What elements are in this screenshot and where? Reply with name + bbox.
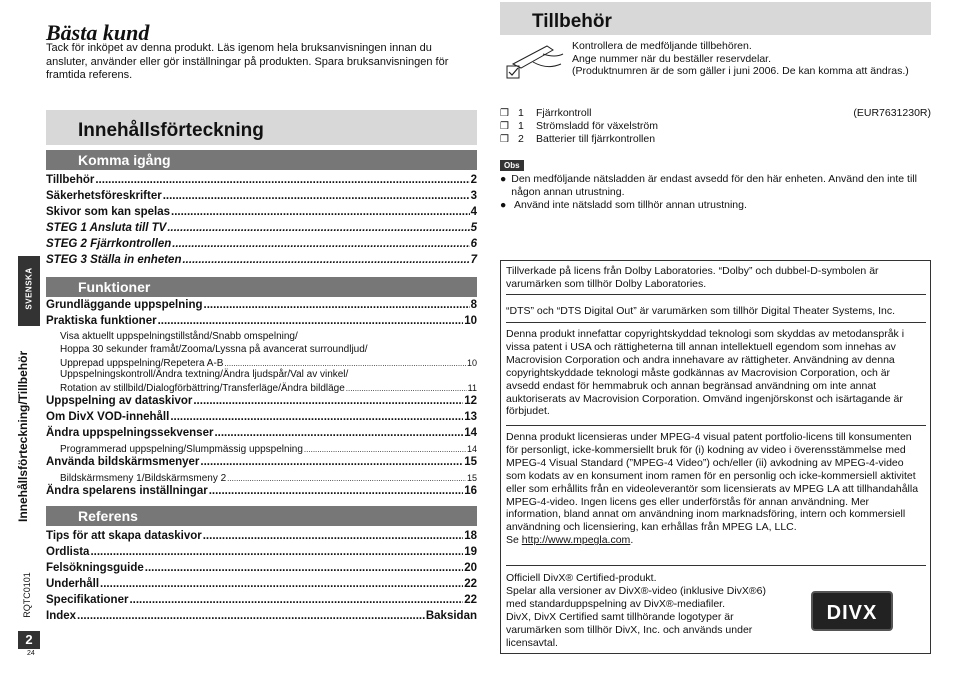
section-title: Funktioner	[78, 279, 151, 295]
toc-page-number: 6	[470, 238, 477, 250]
toc-entry	[46, 530, 477, 546]
toc-page-number: 7	[470, 254, 477, 266]
note-text: Använd inte nätsladd som tillhör annan utrustning.	[514, 199, 747, 211]
divx-logo-text: DIVX	[826, 602, 878, 624]
note-text: Den medföljande nätsladden är endast avsedd för den här enheten. Använd den inte till någon annan utrustning.	[511, 173, 917, 198]
toc-entry-label: Bildskärmsmeny 1/Bildskärmsmeny 2	[60, 472, 227, 484]
toc-page-number: 10	[464, 315, 477, 327]
toc-sub-entry	[46, 344, 477, 357]
toc-leader-dots	[90, 546, 463, 558]
notes-list	[500, 173, 930, 212]
checkbox-icon: ❒	[500, 108, 509, 119]
divx-line: DivX, DivX Certified samt tillhörande logotyper är	[506, 610, 734, 623]
toc-entry-label: STEG 3 Ställa in enheten	[46, 254, 182, 266]
toc-page-number: 2	[470, 174, 477, 186]
language-tab	[18, 256, 40, 326]
accessories-title: Tillbehör	[532, 11, 612, 32]
bullet-icon: ●	[500, 199, 507, 211]
toc-leader-dots	[214, 427, 463, 439]
macrovision-notice: Denna produkt innefattar copyrightskyddad teknologi som skyddas av metodanspråk i vissa patent i USA och rättigheterna till annan intellektuell egendom som innehas av Macrovision Corporation och andra innehavare av rättigheter. Användning av denna copyrightskyddade teknologi måste godkännas av Macrovision Corporation, och är avsedd endast för hemmabruk och annan begränsad användning om inte annat auktoriserats av Macrovision Corporation. Omvänd ingenjörskonst och isärtagande är förbjudet.	[506, 328, 905, 418]
toc-entry-label: Visa aktuellt uppspelningstillstånd/Snabb omspelning/	[60, 331, 298, 342]
toc-entry	[46, 238, 477, 254]
mpeg4-text: Denna produkt licensieras under MPEG-4 visual patent portfolio-licens till konsumenten för personligt, icke-kommersiellt bruk för (i) kodning av video i överensstämmelse med MPEG-4 Visual Standard (”MPEG-4 Video”) och/eller (ii) avkodning av MPEG-4-video som kodats av en konsument inom ramen för en personlig och icke-kommersiell aktivitet eller som erhållits från en videoleverantör som licensierats av MPEG LA att tillhandahålla MPEG-4-video. Ingen licens ges eller underförstås för annan användning. Mer information, bland annat om användning inom marknadsföring, intern och kommersiell användning och licensiering, kan erhållas från MPEG LA, LLC.	[506, 431, 919, 534]
toc-page-number: 19	[464, 546, 477, 558]
toc-sub-entry	[46, 472, 477, 485]
toc-leader-dots	[204, 299, 470, 311]
divider	[506, 322, 926, 323]
toc-entry-label: Säkerhetsföreskrifter	[46, 190, 162, 202]
toc-entry	[46, 254, 477, 270]
toc-page-number: 3	[470, 190, 477, 202]
divx-line: med standarduppspelning av DivX®-mediafiler.	[506, 597, 726, 610]
intro-line: Ange nummer när du beställer reservdelar.	[572, 52, 772, 65]
toc-entry	[46, 546, 477, 562]
toc-leader-dots	[203, 530, 463, 542]
toc-sub-entry	[46, 331, 477, 344]
toc-leader-dots	[145, 562, 463, 574]
toc-entry-label: Index	[46, 610, 77, 622]
toc-entry-label: Om DivX VOD-innehåll	[46, 410, 170, 423]
accessories-intro	[572, 40, 912, 78]
toc-entry-label: Praktiska funktioner	[46, 315, 157, 327]
checkbox-icon: ❒	[500, 134, 509, 145]
license-box	[500, 260, 931, 654]
document-code: RQTC0101	[22, 572, 32, 618]
toc-section-1	[46, 174, 477, 270]
toc-page-number: Baksidan	[425, 610, 477, 622]
toc-entry-label: Tips för att skapa dataskivor	[46, 530, 202, 542]
toc-leader-dots	[200, 456, 463, 468]
section-bar-referens	[46, 506, 477, 526]
toc-entry-label: Hoppa 30 sekunder framåt/Zooma/Lyssna på avancerat surroundljud/	[60, 343, 368, 355]
intro-line: (Produktnumren är de som gäller i juni 2006. De kan komma att ändras.)	[572, 65, 909, 77]
accessory-item	[500, 120, 931, 133]
toc-entry	[46, 411, 477, 427]
toc-leader-dots	[171, 206, 470, 218]
sidebar-section-title: Innehållsförteckning/Tillbehör	[16, 350, 30, 522]
toc-entry	[46, 174, 477, 190]
toc-entry-label: Felsökningsguide	[46, 562, 144, 574]
toc-leader-dots	[167, 222, 469, 234]
toc-leader-dots	[163, 190, 470, 202]
toc-entry-label: Uppspelning av dataskivor	[46, 394, 193, 407]
divider	[506, 425, 926, 426]
section-title: Referens	[78, 508, 138, 524]
checkbox-icon: ❒	[500, 121, 509, 132]
divx-logo	[811, 591, 893, 631]
toc-entry-label: Programmerad uppspelning/Slumpmässig uppspelning	[60, 443, 303, 455]
accessory-qty: 2	[518, 133, 524, 145]
accessory-qty: 1	[518, 120, 524, 132]
toc-entry	[46, 206, 477, 222]
toc-section-2	[46, 299, 477, 501]
toc-entry	[46, 594, 477, 610]
toc-page-number: 18	[464, 530, 477, 542]
language-tab-label: SVENSKA	[24, 267, 34, 310]
divx-notice	[506, 572, 806, 649]
intro-text: Tack för inköpet av denna produkt. Läs igenom hela bruksanvisningen innan du ansluter, använder eller gör inställningar på produkten. Spara bruksanvisningen för framtida referens.	[46, 42, 449, 81]
toc-entry-label: Ändra uppspelningssekvenser	[46, 426, 214, 439]
toc-page-number: 15	[464, 455, 477, 468]
toc-entry-label: Skivor som kan spelas	[46, 206, 171, 218]
toc-entry-label: Tillbehör	[46, 174, 95, 186]
toc-page-number: 16	[464, 484, 477, 497]
toc-entry	[46, 485, 477, 501]
accessories-header	[500, 2, 931, 35]
toc-header	[46, 110, 477, 145]
accessory-item	[500, 107, 931, 120]
toc-page-number: 20	[464, 562, 477, 574]
accessory-label: Fjärrkontroll	[536, 107, 592, 119]
toc-section-3	[46, 530, 477, 626]
toc-page-number: 8	[470, 299, 477, 311]
bullet-icon: ●	[500, 173, 507, 185]
toc-entry-label: Underhåll	[46, 578, 100, 590]
obs-label: Obs	[500, 160, 524, 171]
toc-sub-entry	[46, 357, 477, 370]
accessory-label: Batterier till fjärrkontrollen	[536, 133, 656, 145]
toc-leader-dots	[95, 174, 469, 186]
divx-line: licensavtal.	[506, 636, 558, 649]
toc-entry	[46, 610, 477, 626]
dolby-notice: Tillverkade på licens från Dolby Laboratories. “Dolby” och dubbel-D-symbolen är varumärken som tillhör Dolby Laboratories.	[506, 265, 879, 290]
section-bar-komma-igang	[46, 150, 477, 170]
toc-leader-dots	[172, 238, 469, 250]
toc-leader-dots	[100, 578, 463, 590]
toc-entry-label: Uppspelningskontroll/Ändra textning/Ändra ljudspår/Val av vinkel/	[60, 369, 349, 381]
toc-leader-dots	[77, 610, 425, 622]
divider	[506, 565, 926, 566]
page-number: 2	[18, 631, 40, 649]
divx-line: varumärken som tillhör DivX, Inc. och används under	[506, 623, 753, 636]
mpegla-link[interactable]: http://www.mpegla.com	[521, 534, 631, 547]
toc-page-number: 5	[470, 222, 477, 234]
dts-notice: “DTS” och “DTS Digital Out” är varumärken som tillhör Digital Theater Systems, Inc.	[506, 305, 895, 317]
divider	[506, 294, 926, 295]
toc-entry-label: STEG 1 Ansluta till TV	[46, 222, 167, 234]
toc-leader-dots	[209, 485, 464, 497]
accessory-code: (EUR7631230R)	[853, 107, 931, 119]
toc-entry	[46, 562, 477, 578]
toc-page-number: 14	[464, 426, 477, 439]
toc-page-number: 15	[466, 472, 477, 483]
toc-entry-label: Specifikationer	[46, 594, 129, 606]
accessories-list	[500, 107, 931, 146]
page-sub-number: 24	[27, 650, 35, 657]
toc-leader-dots	[158, 315, 464, 327]
intro-title: Bästa kund	[46, 20, 150, 45]
toc-entry-label: Rotation av stillbild/Dialogförbättring/Transferläge/Ändra bildläge	[60, 383, 345, 395]
note-item	[500, 173, 930, 199]
toc-title: Innehållsförteckning	[78, 120, 264, 141]
toc-leader-dots	[182, 254, 469, 266]
toc-entry	[46, 190, 477, 206]
toc-entry	[46, 315, 477, 331]
checklist-pen-icon	[503, 40, 565, 84]
toc-leader-dots	[193, 395, 463, 407]
mpeg4-notice: Denna produkt licensieras under MPEG-4 visual patent portfolio-licens till konsumenten för personligt, icke-kommersiellt bruk för (i) kodning av video i överensstämmelse med MPEG-4 Visual Standard (”MPEG-4 Video”) och/eller (ii) avkodning av MPEG-4-video som kodats av en konsument inom ramen för en personlig och icke-kommersiell aktivitet eller som erhållits från en videoleverantör som licensierats av MPEG LA att tillhandahålla MPEG-4-video. Ingen licens ges eller underförstås för annan användning. Mer information, bland annat om användning inom marknadsföring, intern och kommersiell användning och licensiering, kan erhållas från MPEG LA, LLC. Se http://www.mpegla.com.	[506, 431, 919, 547]
toc-page-number: 12	[464, 394, 477, 407]
toc-page-number: 4	[470, 206, 477, 218]
toc-page-number: 14	[466, 443, 477, 454]
toc-sub-entry	[46, 369, 477, 382]
toc-entry-label: Grundläggande uppspelning	[46, 299, 203, 311]
toc-page-number: 10	[466, 357, 477, 368]
toc-page-number: 22	[464, 578, 477, 590]
note-item	[500, 199, 930, 212]
toc-leader-dots	[129, 594, 463, 606]
toc-entry	[46, 395, 477, 411]
toc-page-number: 22	[464, 594, 477, 606]
toc-entry	[46, 299, 477, 315]
divx-line: Spelar alla versioner av DivX®-video (inklusive DivX®6)	[506, 584, 766, 597]
toc-sub-entry	[46, 382, 477, 395]
accessory-qty: 1	[518, 107, 524, 119]
toc-leader-dots	[170, 411, 463, 423]
toc-entry-label: Upprepad uppspelning/Repetera A-B	[60, 357, 224, 369]
divx-line: Officiell DivX® Certified-produkt.	[506, 572, 657, 584]
toc-entry	[46, 427, 477, 443]
toc-entry	[46, 578, 477, 594]
accessory-label: Strömsladd för växelström	[536, 120, 658, 132]
section-bar-funktioner	[46, 277, 477, 297]
accessory-item	[500, 133, 931, 146]
toc-sub-entry	[46, 443, 477, 456]
intro-line: Kontrollera de medföljande tillbehören.	[572, 40, 752, 52]
mpeg4-see: Se	[506, 534, 519, 547]
toc-entry-label: STEG 2 Fjärrkontrollen	[46, 238, 172, 250]
toc-entry-label: Använda bildskärmsmenyer	[46, 455, 200, 468]
toc-page-number: 13	[464, 410, 477, 423]
toc-entry-label: Ordlista	[46, 546, 90, 558]
toc-page-number: 11	[467, 383, 477, 394]
toc-entry	[46, 222, 477, 238]
toc-entry-label: Ändra spelarens inställningar	[46, 484, 208, 497]
section-title: Komma igång	[78, 152, 171, 168]
toc-entry	[46, 456, 477, 472]
